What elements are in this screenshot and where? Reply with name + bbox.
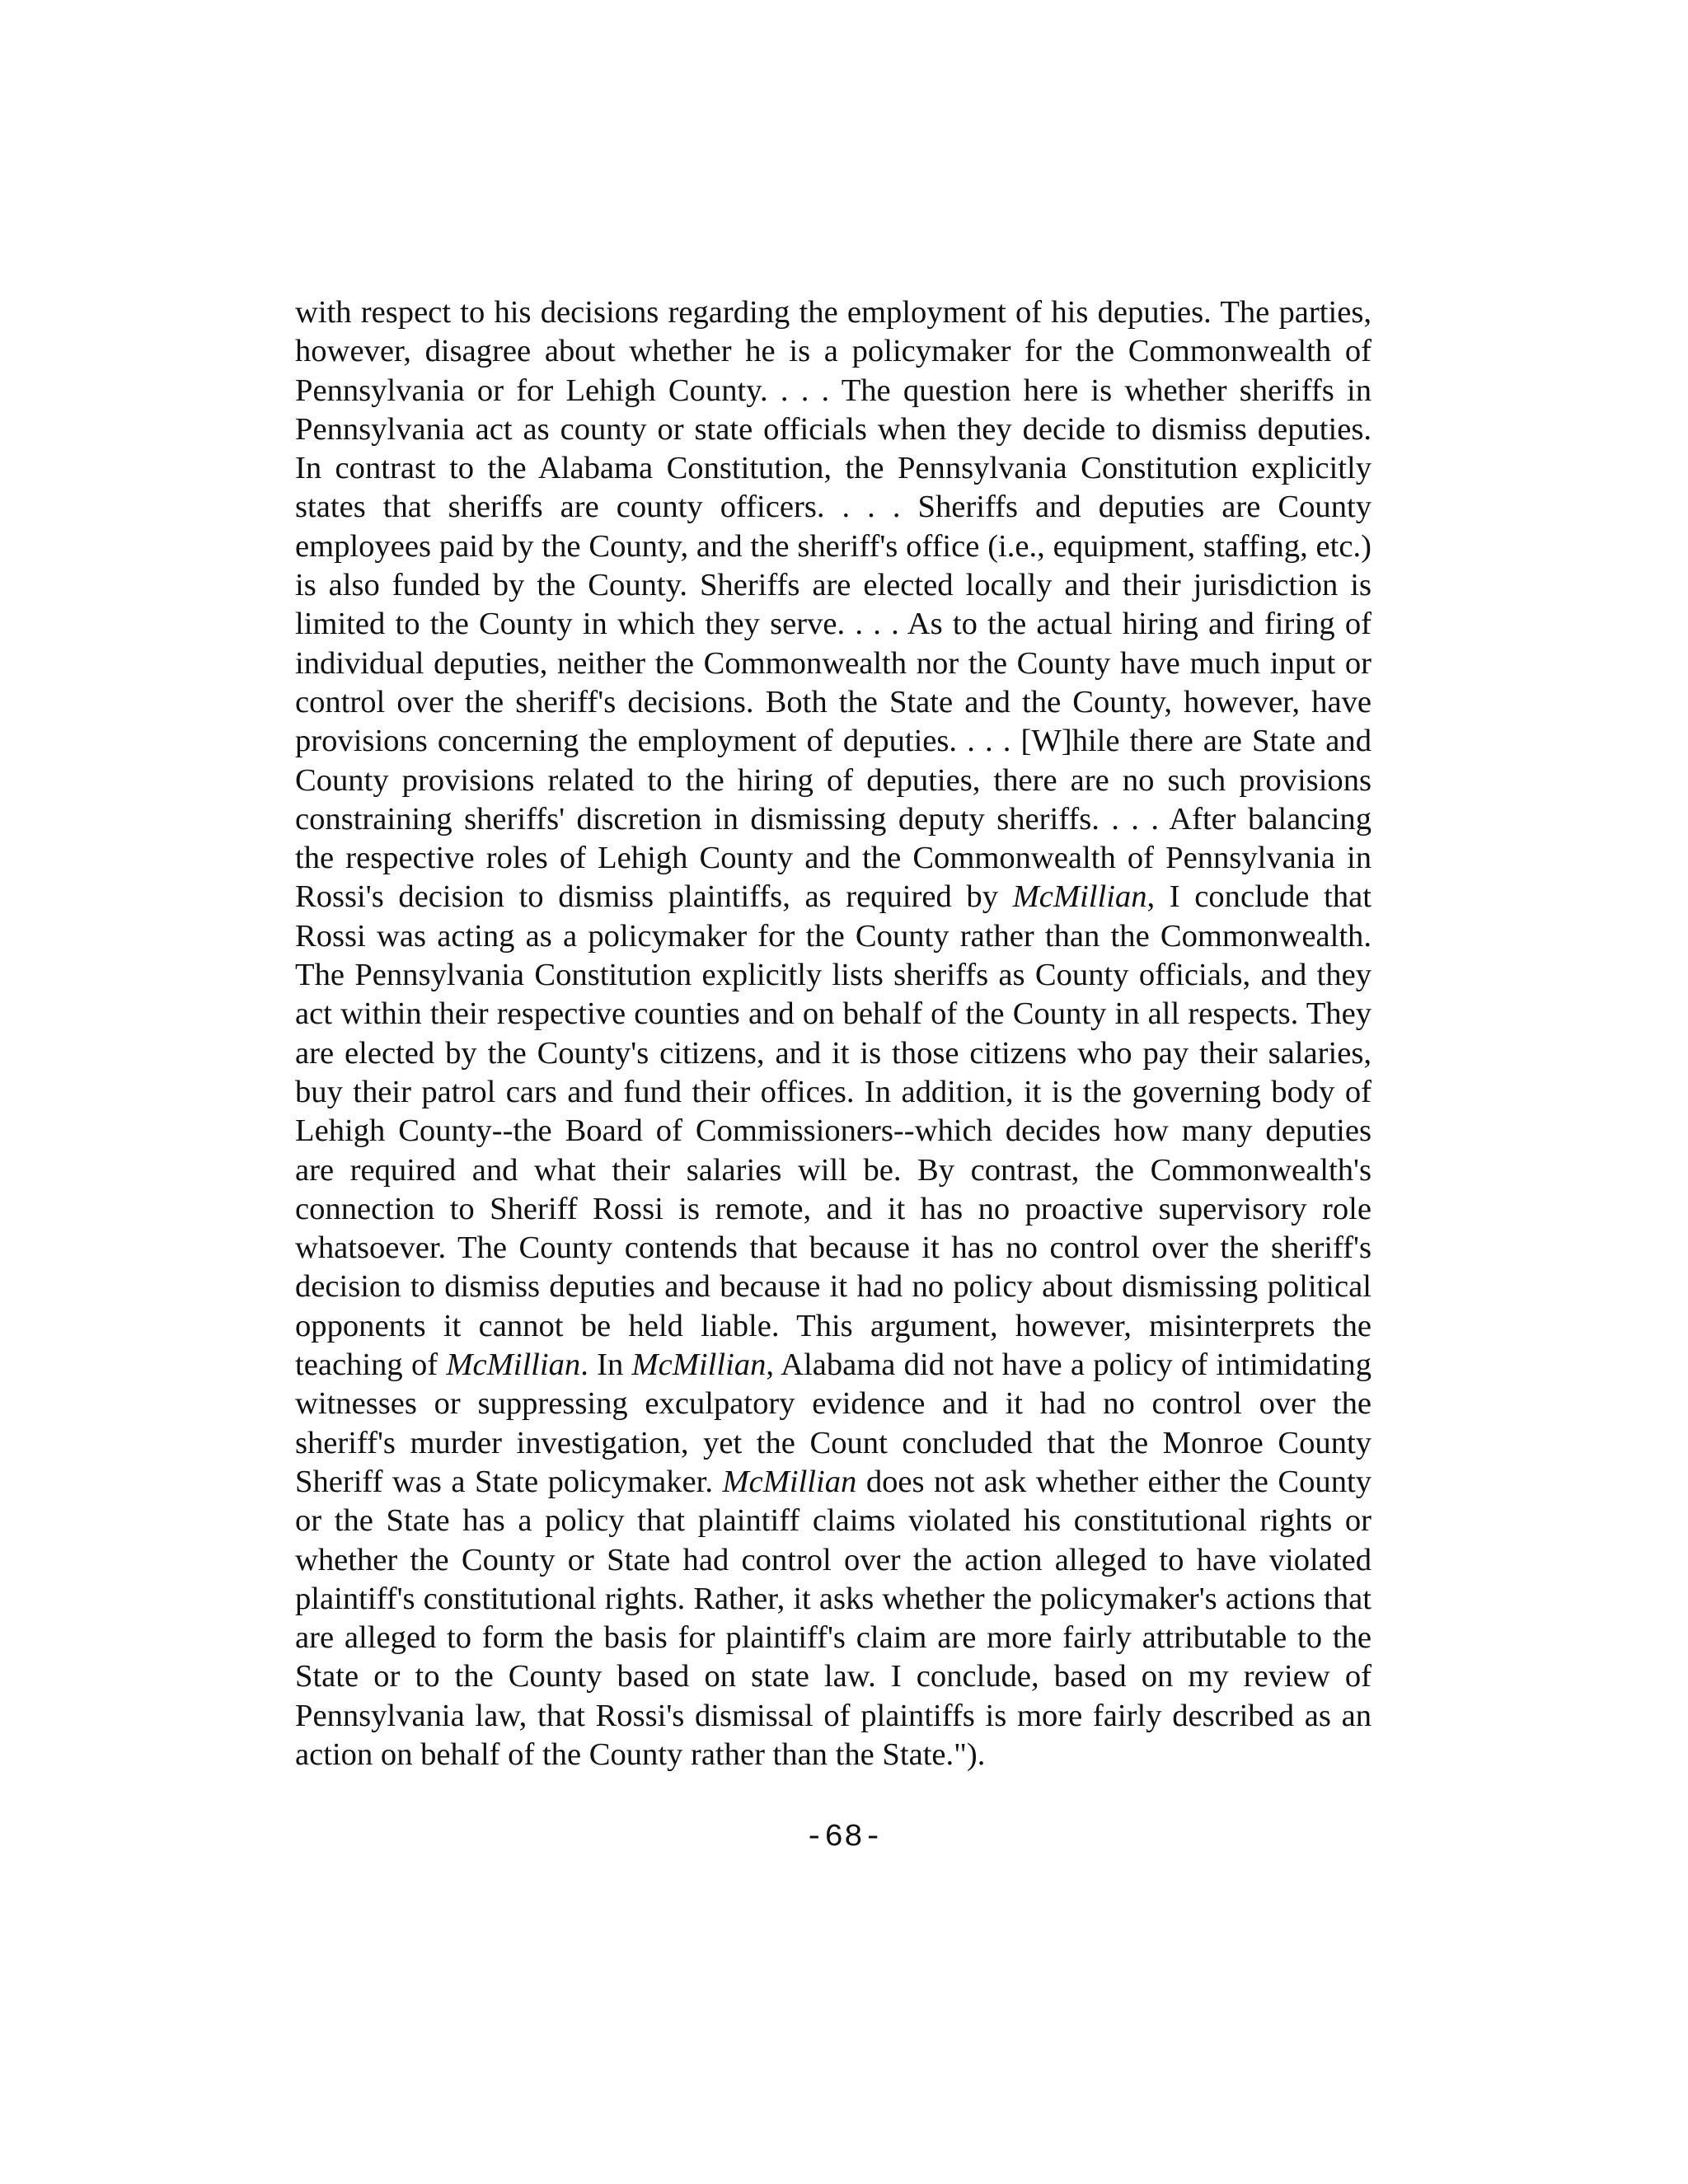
case-name-italic: McMillian [1012, 879, 1147, 915]
text-segment: does not ask whether either the County or the State has a policy that plaintiff claims violated his constitutional rights or whether the County or State had control over the action alleged to have violated plaintiff's constitutional rights. Rather, it asks whether the policymaker's actions that are alleged to form the basis for plaintiff's claim are more fairly attributable to the State or to the County based on state law. I conclude, based on my review of Pennsylvania law, that Rossi's dismissal of plaintiffs is more fairly described as an action on behalf of the County rather than the State."). [295, 1464, 1372, 1772]
text-segment: . In [580, 1347, 632, 1383]
page-number: -68- [804, 1820, 884, 1855]
case-name-italic: McMillian [446, 1347, 581, 1383]
text-segment: , Alabama did not have a policy of intimidating witnesses or suppressing exculpatory evidence and it had no control over the sheriff's murder investigation, yet the Count concluded that the Monroe County Sheriff was a State policymaker. [295, 1347, 1372, 1499]
case-name-italic: McMillian [722, 1464, 857, 1499]
text-segment: , I conclude that Rossi was acting as a policymaker for the County rather than the Commonwealth. The Pennsylvania Constitution explicitly lists sheriffs as County officials, and they act within their respective counties and on behalf of the County in all respects. They are elected by the County's citizens, and it is those citizens who pay their salaries, buy their patrol cars and fund their offices. In addition, it is the governing body of Lehigh County--the Board of Commissioners--which decides how many deputies are required and what their salaries will be. By contrast, the Commonwealth's connection to Sheriff Rossi is remote, and it has no proactive supervisory role whatsoever. The County contends that because it has no control over the sheriff's decision to dismiss deputies and because it had no policy about dismissing political opponents it cannot be held liable. This argument, however, misinterprets the teaching of [295, 879, 1372, 1383]
text-segment: with respect to his decisions regarding the employment of his deputies. The parties, however, disagree about whether he is a policymaker for the Commonwealth of Pennsylvania or for Lehigh County. . . . The question here is whether sheriffs in Pennsylvania act as county or state officials when they decide to dismiss deputies. In contrast to the Alabama Constitution, the Pennsylvania Constitution explicitly states that sheriffs are county officers. . . . Sheriffs and deputies are County employees paid by the County, and the sheriff's office (i.e., equipment, staffing, etc.) is also funded by the County. Sheriffs are elected locally and their jurisdiction is limited to the County in which they serve. . . . As to the actual hiring and firing of individual deputies, neither the Commonwealth nor the County have much input or control over the sheriff's decisions. Both the State and the County, however, have provisions concerning the employment of deputies. . . . [W]hile there are State and County provisions related to the hiring of deputies, there are no such provisions constraining sheriffs' discretion in dismissing deputy sheriffs. . . . After balancing the respective roles of Lehigh County and the Commonwealth of Pennsylvania in Rossi's decision to dismiss plaintiffs, as required by [295, 295, 1372, 915]
body-paragraph [295, 293, 1372, 1774]
case-name-italic: McMillian [631, 1347, 767, 1383]
